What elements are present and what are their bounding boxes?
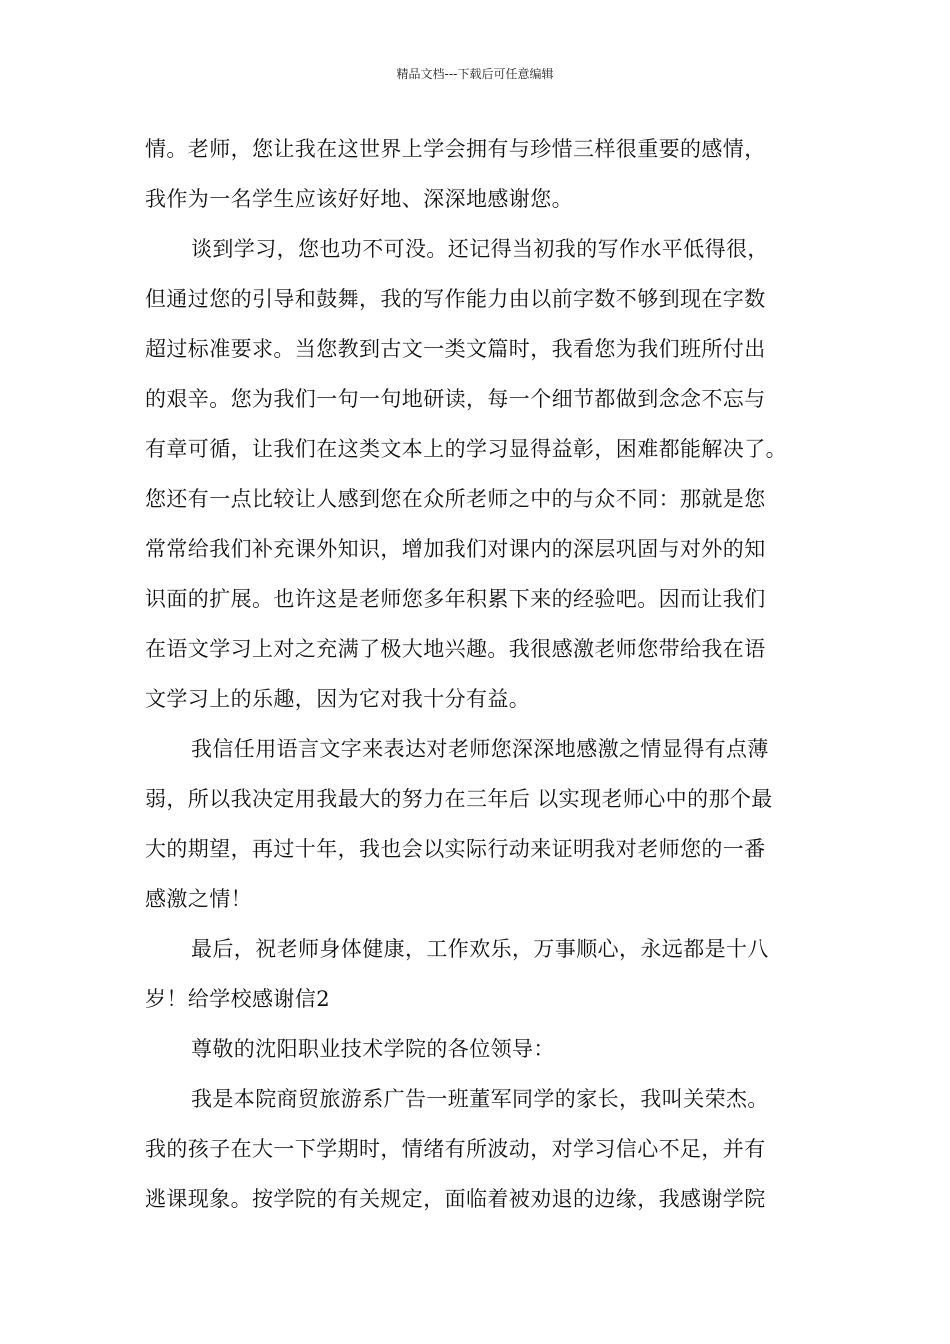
text-line: 在语文学习上对之充满了极大地兴趣。我很感激老师您带给我在语 [145,637,766,661]
document-body [145,124,813,1224]
text-line: 识面的扩展。也许这是老师您多年积累下来的经验吧。因而让我们 [145,587,766,611]
text-line: 谈到学习，您也功不可没。还记得当初我的写作水平低得很， [191,237,769,261]
text-line: 文学习上的乐趣，因为它对我十分有益。 [145,687,531,711]
text-line: 感激之情！ [145,887,252,911]
text-line: 情。老师，您让我在这世界上学会拥有与珍惜三样很重要的感情， [145,137,766,161]
text-line: 我的孩子在大一下学期时，情绪有所波动，对学习信心不足，并有 [145,1137,766,1161]
text-line: 弱，所以我决定用我最大的努力在三年后 以实现老师心中的那个最 [145,787,773,811]
text-line: 岁！给学校感谢信2 [145,987,330,1011]
page-header: 精品文档---下载后可任意编辑 [396,67,554,81]
text-line: 最后，祝老师身体健康，工作欢乐，万事顺心，永远都是十八 [191,937,769,961]
text-line: 超过标准要求。当您教到古文一类文篇时，我看您为我们班所付出 [145,337,766,361]
text-line: 有章可循，让我们在这类文本上的学习显得益彰，困难都能解决了。 [145,437,787,461]
text-line: 您还有一点比较让人感到您在众所老师之中的与众不同：那就是您 [145,487,766,511]
text-line: 我是本院商贸旅游系广告一班董军同学的家长，我叫关荣杰。 [191,1087,769,1111]
text-line: 常常给我们补充课外知识，增加我们对课内的深层巩固与对外的知 [145,537,766,561]
text-line: 的艰辛。您为我们一句一句地研读，每一个细节都做到念念不忘与 [145,387,766,411]
text-line: 我作为一名学生应该好好地、深深地感谢您。 [145,187,573,211]
text-line: 逃课现象。按学院的有关规定，面临着被劝退的边缘，我感谢学院 [145,1187,766,1211]
text-line: 但通过您的引导和鼓舞，我的写作能力由以前字数不够到现在字数 [145,287,766,311]
text-line: 我信任用语言文字来表达对老师您深深地感激之情显得有点薄 [191,737,769,761]
text-line: 尊敬的沈阳职业技术学院的各位领导： [191,1037,555,1061]
text-line: 大的期望，再过十年，我也会以实际行动来证明我对老师您的一番 [145,837,766,861]
